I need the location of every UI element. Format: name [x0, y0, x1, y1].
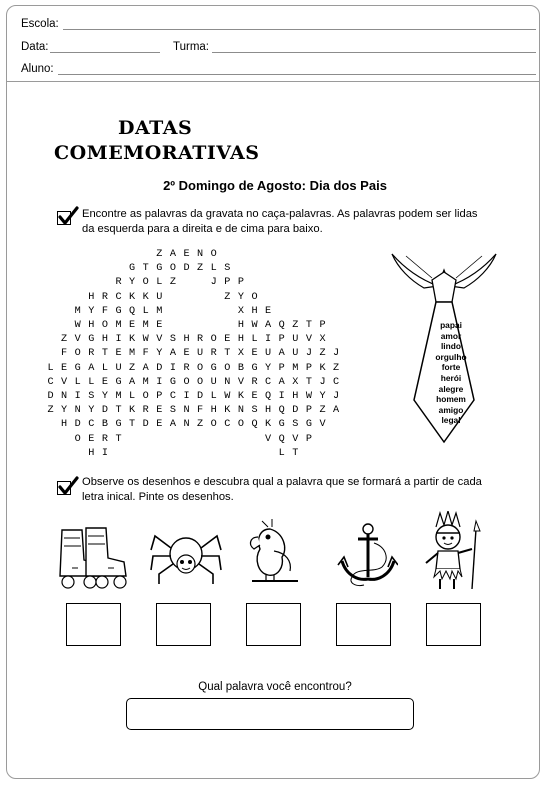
grid-letter[interactable]: O — [251, 291, 258, 303]
grid-letter[interactable]: G — [88, 334, 95, 346]
grid-letter[interactable]: S — [292, 419, 299, 431]
grid-letter[interactable]: I — [74, 391, 81, 402]
grid-letter[interactable]: V — [292, 433, 299, 445]
grid-letter[interactable]: V — [319, 419, 326, 431]
grid-letter[interactable]: E — [224, 334, 231, 346]
grid-letter[interactable]: I — [115, 334, 122, 346]
grid-letter[interactable]: W — [74, 320, 81, 331]
subtitle: 2º Domingo de Agosto: Dia dos Pais — [163, 178, 387, 193]
class-line — [212, 52, 536, 53]
grid-letter[interactable]: E — [156, 320, 163, 331]
student-line — [58, 74, 536, 75]
grid-letter[interactable]: N — [183, 419, 190, 431]
grid-letter[interactable]: K — [129, 405, 136, 417]
grid-letter[interactable]: M — [142, 320, 149, 331]
grid-letter[interactable]: T — [115, 433, 122, 445]
grid-letter[interactable]: J — [333, 391, 340, 402]
grid-letter[interactable]: E — [61, 362, 68, 374]
grid-letter[interactable]: N — [224, 376, 231, 388]
grid-letter[interactable]: M — [292, 362, 299, 374]
grid-letter[interactable]: E — [115, 348, 122, 360]
grid-letter[interactable]: O — [237, 419, 244, 431]
grid-letter[interactable]: Y — [156, 348, 163, 360]
grid-letter[interactable]: H — [210, 405, 217, 417]
grid-letter[interactable]: Z — [197, 419, 204, 431]
grid-letter[interactable]: P — [156, 391, 163, 402]
grid-letter[interactable]: K — [129, 334, 136, 346]
grid-letter[interactable]: V — [305, 334, 312, 346]
grid-letter[interactable]: I — [265, 334, 272, 346]
grid-letter[interactable]: E — [101, 376, 108, 388]
answer-box-4[interactable] — [336, 603, 391, 646]
grid-letter[interactable]: G — [156, 263, 163, 275]
grid-letter[interactable]: W — [305, 391, 312, 402]
tie-word: alegre — [438, 383, 464, 394]
student-label: Aluno: — [21, 63, 54, 75]
grid-letter[interactable]: P — [305, 362, 312, 374]
grid-letter[interactable]: Z — [47, 405, 54, 417]
boots-drawing — [54, 524, 134, 590]
grid-letter[interactable]: A — [169, 348, 176, 360]
grid-letter[interactable]: R — [142, 405, 149, 417]
grid-letter[interactable]: R — [210, 348, 217, 360]
grid-letter[interactable]: Z — [197, 263, 204, 275]
grid-letter[interactable]: D — [101, 405, 108, 417]
grid-letter[interactable]: P — [278, 334, 285, 346]
tie-word: forte — [441, 362, 461, 373]
grid-letter[interactable]: Y — [88, 305, 95, 317]
grid-letter[interactable]: C — [169, 391, 176, 402]
grid-letter[interactable]: A — [278, 348, 285, 360]
grid-letter[interactable]: O — [142, 277, 149, 289]
grid-letter[interactable]: L — [278, 447, 285, 459]
grid-letter[interactable]: E — [156, 419, 163, 431]
grid-letter[interactable]: E — [156, 405, 163, 417]
grid-letter[interactable]: U — [210, 376, 217, 388]
grid-letter[interactable]: G — [115, 419, 122, 431]
grid-letter[interactable]: K — [319, 362, 326, 374]
grid-letter[interactable]: D — [183, 263, 190, 275]
checkmark-icon — [57, 476, 79, 496]
grid-letter[interactable]: M — [115, 391, 122, 402]
grid-letter[interactable]: L — [47, 362, 54, 374]
grid-letter[interactable]: N — [74, 405, 81, 417]
grid-letter[interactable]: K — [142, 291, 149, 303]
grid-letter[interactable]: J — [333, 348, 340, 360]
grid-letter[interactable]: Z — [156, 249, 163, 260]
grid-letter[interactable]: W — [251, 320, 258, 331]
grid-letter[interactable]: N — [237, 405, 244, 417]
grid-letter[interactable]: D — [142, 419, 149, 431]
grid-letter[interactable]: P — [237, 277, 244, 289]
grid-letter[interactable]: R — [197, 334, 204, 346]
grid-letter[interactable]: U — [292, 348, 299, 360]
grid-letter[interactable]: L — [251, 334, 258, 346]
grid-letter[interactable]: K — [129, 291, 136, 303]
grid-letter[interactable]: G — [251, 362, 258, 374]
grid-letter[interactable]: I — [169, 362, 176, 374]
header-separator — [7, 81, 539, 82]
grid-letter[interactable]: A — [169, 419, 176, 431]
grid-letter[interactable]: J — [319, 376, 326, 388]
grid-letter[interactable]: P — [224, 277, 231, 289]
title-line1: DATAS — [118, 117, 193, 139]
grid-letter[interactable]: U — [265, 348, 272, 360]
grid-letter[interactable]: Z — [333, 362, 340, 374]
grid-letter[interactable]: V — [156, 334, 163, 346]
grid-letter[interactable]: V — [265, 433, 272, 445]
school-line — [63, 29, 536, 30]
grid-letter[interactable]: D — [47, 391, 54, 402]
grid-letter[interactable]: F — [101, 305, 108, 317]
grid-letter[interactable]: U — [115, 362, 122, 374]
grid-letter[interactable]: O — [224, 362, 231, 374]
grid-letter[interactable]: E — [183, 249, 190, 260]
grid-letter[interactable]: A — [88, 362, 95, 374]
grid-letter[interactable]: R — [115, 277, 122, 289]
tie-word: amigo — [438, 404, 464, 415]
grid-letter[interactable]: L — [74, 376, 81, 388]
grid-letter[interactable]: T — [101, 348, 108, 360]
grid-letter[interactable]: F — [142, 348, 149, 360]
grid-letter[interactable]: A — [265, 320, 272, 331]
grid-letter[interactable]: D — [197, 391, 204, 402]
grid-letter[interactable]: T — [224, 348, 231, 360]
grid-letter[interactable]: E — [251, 348, 258, 360]
grid-letter[interactable]: D — [292, 405, 299, 417]
grid-letter[interactable]: H — [183, 334, 190, 346]
grid-letter[interactable]: H — [251, 305, 258, 317]
grid-letter[interactable]: S — [251, 405, 258, 417]
instruction-2-line2: letra inical. Pinte os desenhos. — [82, 490, 234, 503]
grid-letter[interactable]: Q — [129, 305, 136, 317]
grid-letter[interactable]: H — [88, 447, 95, 459]
instruction-1-line2: da esquerda para a direita e de cima para baixo. — [82, 222, 323, 235]
grid-letter[interactable]: T — [129, 419, 136, 431]
grid-letter[interactable]: O — [101, 320, 108, 331]
grid-letter[interactable]: G — [129, 263, 136, 275]
grid-letter[interactable]: K — [237, 391, 244, 402]
grid-letter[interactable]: Y — [265, 362, 272, 374]
grid-letter[interactable]: P — [278, 362, 285, 374]
tie-word-list — [428, 320, 474, 426]
grid-letter[interactable]: H — [237, 334, 244, 346]
grid-letter[interactable]: L — [101, 362, 108, 374]
grid-letter[interactable]: O — [169, 263, 176, 275]
word-search-grid — [44, 249, 384, 464]
grid-letter[interactable]: M — [129, 348, 136, 360]
grid-letter[interactable]: L — [210, 263, 217, 275]
grid-letter[interactable]: L — [129, 391, 136, 402]
grid-letter[interactable]: Q — [278, 405, 285, 417]
grid-letter[interactable]: T — [292, 447, 299, 459]
tie-word: amor — [440, 330, 462, 341]
grid-letter[interactable]: I — [278, 391, 285, 402]
title-line2: COMEMORATIVAS — [54, 142, 260, 164]
grid-letter[interactable]: V — [74, 334, 81, 346]
grid-letter[interactable]: Q — [265, 391, 272, 402]
grid-letter[interactable]: L — [88, 376, 95, 388]
grid-letter[interactable]: J — [210, 277, 217, 289]
answer-box-3[interactable] — [246, 603, 301, 646]
grid-letter[interactable]: R — [88, 348, 95, 360]
grid-letter[interactable]: H — [61, 419, 68, 431]
grid-letter[interactable]: A — [129, 376, 136, 388]
instruction-2-line1: Observe os desenhos e descubra qual a palavra que se formará a partir de cada — [82, 476, 482, 488]
grid-letter[interactable]: O — [74, 348, 81, 360]
tie-word: homem — [436, 394, 466, 405]
grid-letter[interactable]: Z — [224, 291, 231, 303]
grid-letter[interactable]: S — [88, 391, 95, 402]
grid-letter[interactable]: G — [278, 419, 285, 431]
grid-letter[interactable]: U — [292, 334, 299, 346]
instruction-1-line1: Encontre as palavras da gravata no caça-palavras. As palavras podem ser lidas — [82, 208, 478, 220]
grid-letter[interactable]: G — [210, 362, 217, 374]
grid-letter[interactable]: O — [197, 376, 204, 388]
grid-letter[interactable]: E — [129, 320, 136, 331]
grid-letter[interactable]: A — [278, 376, 285, 388]
grid-letter[interactable]: Y — [237, 291, 244, 303]
grid-letter[interactable]: L — [156, 277, 163, 289]
grid-letter[interactable]: X — [237, 348, 244, 360]
grid-letter[interactable]: M — [142, 376, 149, 388]
grid-letter[interactable]: H — [88, 320, 95, 331]
grid-letter[interactable]: Y — [129, 277, 136, 289]
grid-letter[interactable]: R — [251, 376, 258, 388]
grid-letter[interactable]: N — [61, 391, 68, 402]
grid-letter[interactable]: J — [305, 348, 312, 360]
grid-letter[interactable]: O — [197, 362, 204, 374]
school-label: Escola: — [21, 18, 59, 30]
grid-letter[interactable]: R — [101, 291, 108, 303]
grid-letter[interactable]: E — [183, 348, 190, 360]
grid-letter[interactable]: H — [265, 405, 272, 417]
grid-letter[interactable]: D — [156, 362, 163, 374]
grid-letter[interactable]: B — [101, 419, 108, 431]
grid-letter[interactable]: I — [183, 391, 190, 402]
grid-letter[interactable]: I — [101, 447, 108, 459]
grid-letter[interactable]: M — [156, 305, 163, 317]
instruction-2 — [82, 475, 522, 504]
grid-letter[interactable]: N — [183, 405, 190, 417]
tie-word: orgulho — [435, 351, 467, 362]
grid-letter[interactable]: O — [183, 376, 190, 388]
grid-letter[interactable]: N — [197, 249, 204, 260]
grid-letter[interactable]: H — [101, 334, 108, 346]
grid-letter[interactable]: P — [305, 405, 312, 417]
grid-letter[interactable]: M — [74, 305, 81, 317]
grid-letter[interactable]: U — [197, 348, 204, 360]
answer-box-1[interactable] — [66, 603, 121, 646]
grid-letter[interactable]: Q — [251, 419, 258, 431]
grid-letter[interactable]: Y — [319, 391, 326, 402]
grid-letter[interactable]: Q — [278, 320, 285, 331]
class-label: Turma: — [173, 41, 209, 53]
grid-letter[interactable]: U — [156, 291, 163, 303]
grid-letter[interactable]: D — [74, 419, 81, 431]
grid-letter[interactable]: W — [224, 391, 231, 402]
grid-letter[interactable]: H — [88, 291, 95, 303]
grid-letter[interactable]: C — [115, 291, 122, 303]
grid-letter[interactable]: S — [169, 405, 176, 417]
date-label: Data: — [21, 41, 49, 53]
grid-letter[interactable]: X — [292, 376, 299, 388]
grid-letter[interactable]: E — [265, 305, 272, 317]
grid-letter[interactable]: T — [142, 263, 149, 275]
grid-letter[interactable]: V — [237, 376, 244, 388]
tie-word: papai — [440, 320, 462, 330]
grid-letter[interactable]: G — [169, 376, 176, 388]
final-answer-field[interactable] — [126, 698, 414, 730]
grid-letter[interactable]: T — [115, 405, 122, 417]
grid-letter[interactable]: O — [210, 334, 217, 346]
anchor-drawing — [334, 521, 398, 589]
grid-letter[interactable]: Z — [129, 362, 136, 374]
tie-word: lindo — [440, 341, 461, 352]
grid-letter[interactable]: S — [169, 334, 176, 346]
grid-letter[interactable]: Y — [88, 405, 95, 417]
grid-letter[interactable]: C — [47, 376, 54, 388]
parrot-drawing — [244, 519, 302, 587]
tie-word: legal — [441, 415, 461, 426]
grid-letter[interactable]: W — [142, 334, 149, 346]
grid-letter[interactable]: E — [251, 391, 258, 402]
grid-letter[interactable]: I — [156, 376, 163, 388]
checkmark-icon — [57, 206, 79, 226]
grid-letter[interactable]: R — [183, 362, 190, 374]
grid-letter[interactable]: X — [319, 334, 326, 346]
grid-letter[interactable]: T — [305, 320, 312, 331]
grid-letter[interactable]: C — [333, 376, 340, 388]
indian-boy-drawing — [414, 511, 490, 591]
grid-letter[interactable]: O — [210, 249, 217, 260]
grid-letter[interactable]: G — [115, 305, 122, 317]
checkbox-2[interactable] — [57, 481, 71, 495]
grid-letter[interactable]: Y — [61, 405, 68, 417]
grid-letter[interactable]: H — [237, 320, 244, 331]
grid-letter[interactable]: Z — [61, 334, 68, 346]
grid-letter[interactable]: G — [305, 419, 312, 431]
grid-letter[interactable]: E — [88, 433, 95, 445]
grid-letter[interactable]: K — [224, 405, 231, 417]
grid-letter[interactable]: Q — [278, 433, 285, 445]
grid-letter[interactable]: O — [210, 419, 217, 431]
instruction-1 — [82, 207, 522, 236]
spider-drawing — [149, 526, 223, 586]
final-question: Qual palavra você encontrou? — [198, 681, 352, 693]
grid-letter[interactable]: P — [305, 433, 312, 445]
grid-letter[interactable]: C — [88, 419, 95, 431]
grid-letter[interactable]: F — [61, 348, 68, 360]
grid-letter[interactable]: C — [224, 419, 231, 431]
grid-letter[interactable]: A — [169, 249, 176, 260]
date-line — [50, 52, 160, 53]
grid-letter[interactable]: F — [197, 405, 204, 417]
grid-letter[interactable]: S — [224, 263, 231, 275]
grid-letter[interactable]: B — [237, 362, 244, 374]
grid-letter[interactable]: G — [115, 376, 122, 388]
grid-letter[interactable]: A — [333, 405, 340, 417]
answer-box-5[interactable] — [426, 603, 481, 646]
grid-letter[interactable]: M — [115, 320, 122, 331]
grid-letter[interactable]: C — [265, 376, 272, 388]
grid-letter[interactable]: A — [142, 362, 149, 374]
grid-letter[interactable]: Z — [292, 320, 299, 331]
grid-letter[interactable]: P — [319, 320, 326, 331]
checkbox-1[interactable] — [57, 211, 71, 225]
grid-letter[interactable]: L — [210, 391, 217, 402]
grid-letter[interactable]: Y — [101, 391, 108, 402]
grid-letter[interactable]: O — [142, 391, 149, 402]
grid-letter[interactable]: H — [292, 391, 299, 402]
tie-word: herói — [440, 372, 462, 383]
grid-letter[interactable]: Z — [319, 405, 326, 417]
grid-letter[interactable]: Z — [169, 277, 176, 289]
grid-letter[interactable]: Z — [319, 348, 326, 360]
grid-letter[interactable]: X — [237, 305, 244, 317]
grid-letter[interactable]: K — [265, 419, 272, 431]
grid-letter[interactable]: V — [61, 376, 68, 388]
grid-letter[interactable]: L — [142, 305, 149, 317]
answer-box-2[interactable] — [156, 603, 211, 646]
grid-letter[interactable]: G — [74, 362, 81, 374]
grid-letter[interactable]: T — [305, 376, 312, 388]
grid-letter[interactable]: R — [101, 433, 108, 445]
grid-letter[interactable]: O — [74, 433, 81, 445]
